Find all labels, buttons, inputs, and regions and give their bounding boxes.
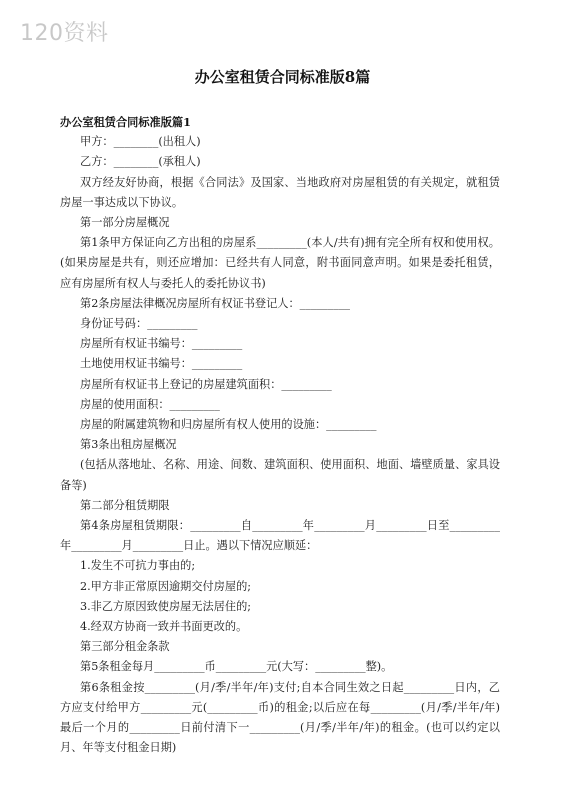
article-3: 第3条出租房屋概况	[80, 438, 177, 452]
paragraph-lessor: 甲方：________(出租人)	[80, 135, 201, 149]
paragraph-intro: 双方经友好协商，根据《合同法》及国家、当地政府对房屋租赁的有关规定，就租赁房屋一事达成以下协议。	[60, 175, 500, 209]
document-title: 办公室租赁合同标准版8篇	[194, 68, 371, 86]
facilities-line: 房屋的附属建筑物和归房屋所有权人使用的设施：_________	[80, 418, 377, 432]
list-item: 4.经双方协商一致并书面更改的。	[80, 620, 248, 634]
part-three-heading: 第三部分租金条款	[80, 640, 170, 654]
article-6: 第6条租金按_________(月/季/半年/年)支付;自本合同生效之日起_________日内，乙方应支付给甲方_________元(_________币)的租金;以后应在每_________(月/季/半年/年)最后一个月的_________日前付清下一_________(月/季/半年/年)的租金。(也可以约定以月、年等支付租金日期)	[60, 680, 500, 755]
article-3-details: (包括从落地址、名称、用途、间数、建筑面积、使用面积、地面、墙壁质量、家具设备等)	[60, 458, 500, 492]
list-item: 3.非乙方原因致使房屋无法居住的;	[80, 599, 252, 613]
article-2: 第2条房屋法律概况房屋所有权证书登记人：_________	[80, 296, 351, 310]
article-4: 第4条房屋租赁期限：_________自_________年_________月_________日至_________年_________月_________日止。遇以下情况应顺延：	[60, 519, 500, 553]
article-1: 第1条甲方保证向乙方出租的房屋系_________(本人/共有)拥有完全所有权和使用权。(如果房屋是共有，则还应增加：已经共有人同意，附书面同意声明。如果是委托租赁，应有房屋所有权人与委托人的委托协议书)	[60, 236, 500, 290]
id-number-line: 身份证号码：_________	[80, 317, 198, 331]
document-body	[60, 112, 500, 759]
ownership-cert-line: 房屋所有权证书编号：_________	[80, 337, 243, 351]
part-two-heading: 第二部分租赁期限	[80, 498, 170, 512]
building-area-line: 房屋所有权证书上登记的房屋建筑面积：_________	[80, 377, 332, 391]
list-item: 2.甲方非正常原因逾期交付房屋的;	[80, 579, 252, 593]
list-item: 1.发生不可抗力事由的;	[80, 559, 196, 573]
article-5: 第5条租金每月_________币_________元(大写：_________整)。	[80, 660, 393, 674]
usable-area-line: 房屋的使用面积：_________	[80, 397, 220, 411]
part-one-heading: 第一部分房屋概况	[80, 216, 170, 230]
section-title: 办公室租赁合同标准版篇1	[60, 115, 191, 129]
land-cert-line: 土地使用权证书编号：_________	[80, 357, 243, 371]
paragraph-lessee: 乙方：________(承租人)	[80, 155, 201, 169]
watermark-logo: 120资料	[20, 21, 109, 46]
